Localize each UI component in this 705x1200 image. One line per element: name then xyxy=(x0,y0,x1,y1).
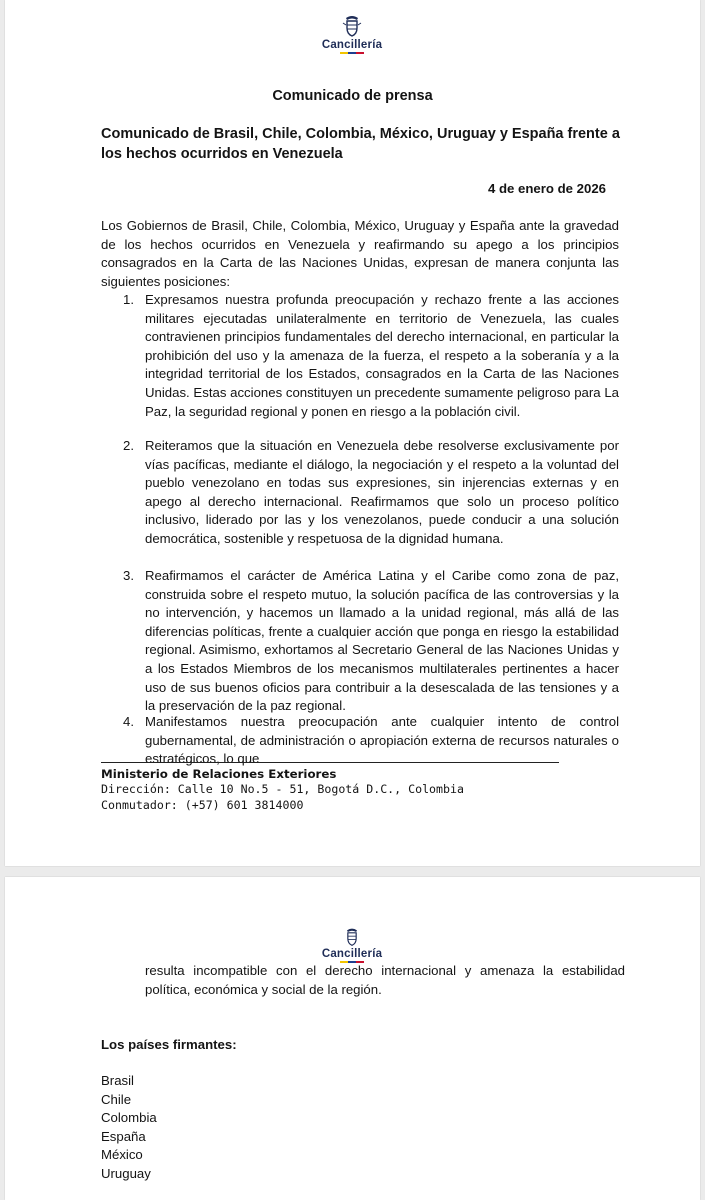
flag-stripe xyxy=(340,52,364,54)
list-item: Colombia xyxy=(101,1110,157,1125)
logo-text: Cancillería xyxy=(321,39,383,51)
logo-text: Cancillería xyxy=(321,948,383,960)
date: 4 de enero de 2026 xyxy=(487,181,606,196)
item-number: 1. xyxy=(123,292,134,307)
footer-switchboard: Conmutador: (+57) 601 3814000 xyxy=(101,798,304,812)
headline: Comunicado de Brasil, Chile, Colombia, México, Uruguay y España frente a los hechos ocurridos en Venezuela xyxy=(101,126,620,162)
press-release-title: Comunicado de prensa xyxy=(272,88,433,104)
continuation-paragraph: resulta incompatible con el derecho internacional y amenaza la estabilidad política, económica y social de la región. xyxy=(145,963,625,997)
document-page-2 xyxy=(5,877,700,1200)
signers-list xyxy=(101,1072,157,1183)
list-item: Chile xyxy=(101,1091,132,1107)
item-text: Reiteramos que la situación en Venezuela debe resolverse exclusivamente por vías pacíficas, mediante el diálogo, la negociación y el respeto a la voluntad del pueblo venezolano en todas sus expresiones, sin injerencias externas y en apego al derecho internacional. Reafirmamos que solo un proceso político inclusivo, liderado por las y los venezolanos, puede conducir a una solución democrática, sostenible y respetuosa de la dignidad humana. xyxy=(145,438,619,546)
signers-heading: Los países firmantes: xyxy=(101,1037,237,1052)
item-text: Reafirmamos el carácter de América Latina y el Caribe como zona de paz, construida sobre el respeto mutuo, la solución pacífica de las controversias y la no intervención, y hacemos un llamado a la unidad regional, más allá de las diferencias políticas, frente a cualquier acción que ponga en riesgo la estabilidad regional. Asimismo, exhortamos al Secretario General de las Naciones Unidas y a los Estados Miembros de los mecanismos multilaterales pertinentes a hacer uso de sus buenos oficios para contribuir a la desescalada de las tensiones y a la preservación de la paz regional. xyxy=(145,568,619,714)
flag-yellow xyxy=(340,52,348,54)
cancilleria-logo xyxy=(312,927,392,963)
item-number: 2. xyxy=(123,438,134,453)
item-text: Expresamos nuestra profunda preocupación y rechazo frente a las acciones militares ejecutadas unilateralmente en territorio de Venezuela, las cuales contravienen principios fundamentales del derecho internacional, en particular la prohibición del uso y la amenaza de la fuerza, el respeto a la soberanía y a la integridad territorial de los Estados, consagrados en la Carta de las Naciones Unidas. Estas acciones constituyen un precedente sumamente peligroso para La Paz, la seguridad regional y ponen en riesgo a la población civil. xyxy=(145,292,619,419)
item-number: 4. xyxy=(123,714,134,729)
list-item: México xyxy=(101,1147,143,1162)
coat-of-arms-icon xyxy=(342,927,362,947)
footer-divider xyxy=(101,762,559,763)
intro-paragraph: Los Gobiernos de Brasil, Chile, Colombia, México, Uruguay y España ante la gravedad de los hechos ocurridos en Venezuela y reafirmando su apego a los principios consagrados en la Carta de las Naciones Unidas, expresan de manera conjunta las siguientes posiciones: xyxy=(101,218,619,289)
item-number: 3. xyxy=(123,568,134,583)
coat-of-arms-icon xyxy=(340,14,364,38)
flag-red xyxy=(356,52,364,54)
flag-blue xyxy=(348,52,356,54)
footer-address: Dirección: Calle 10 No.5 - 51, Bogotá D.C., Colombia xyxy=(101,782,464,796)
footer-ministry: Ministerio de Relaciones Exteriores xyxy=(101,767,337,781)
list-item: Brasil xyxy=(101,1073,134,1088)
list-item: Uruguay xyxy=(101,1165,151,1181)
cancilleria-logo xyxy=(312,14,392,54)
list-item: España xyxy=(101,1128,146,1144)
item-text: Manifestamos nuestra preocupación ante cualquier intento de control gubernamental, de administración o apropiación externa de recursos naturales o estratégicos, lo que xyxy=(145,714,619,767)
document-page-1 xyxy=(5,0,700,866)
